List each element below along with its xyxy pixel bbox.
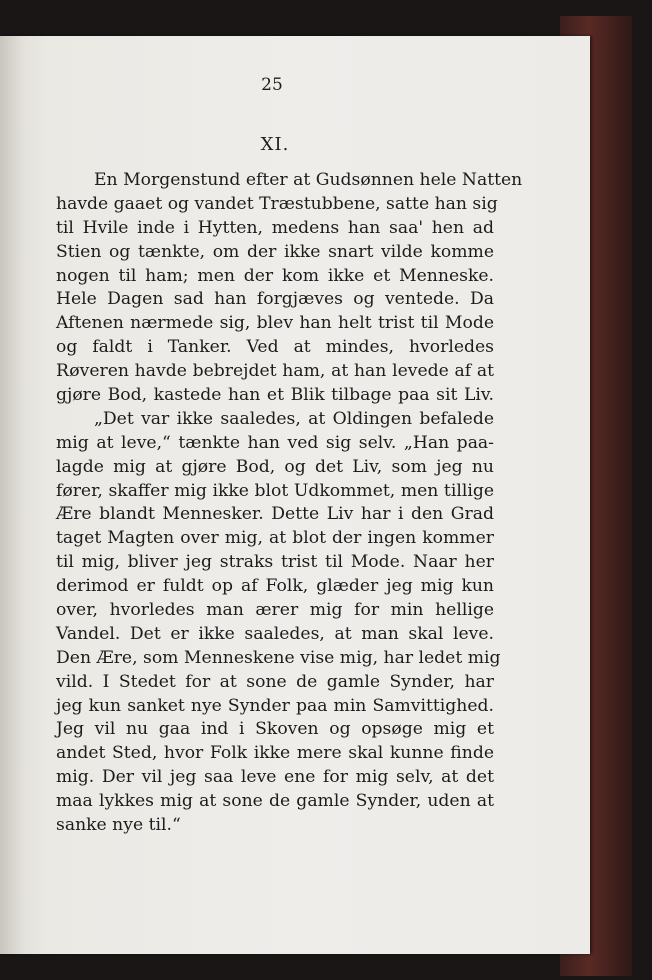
- text-line: jeg kun sanket nye Synder paa min Samvittighed.: [56, 695, 494, 716]
- text-line: andet Sted, hvor Folk ikke mere skal kunne finde: [56, 743, 494, 764]
- text-line: gjøre Bod, kastede han et Blik tilbage paa sit Liv.: [56, 385, 494, 406]
- text-line: fører, skaffer mig ikke blot Udkommet, men tillige: [56, 480, 494, 501]
- text-line: derimod er fuldt op af Folk, glæder jeg mig kun: [56, 576, 494, 597]
- text-line: til mig, bliver jeg straks trist til Mode. Naar her: [56, 552, 494, 573]
- text-line: Jeg vil nu gaa ind i Skoven og opsøge mig et: [56, 719, 494, 740]
- text-line: og faldt i Tanker. Ved at mindes, hvorledes: [56, 337, 494, 358]
- text-line: taget Magten over mig, at blot der ingen kommer: [56, 528, 494, 549]
- text-line: Den Ære, som Menneskene vise mig, har ledet mig: [56, 647, 501, 668]
- text-line: Vandel. Det er ikke saaledes, at man skal leve.: [56, 623, 494, 644]
- text-line: til Hvile inde i Hytten, medens han saa' hen ad: [56, 217, 494, 238]
- text-line: Røveren havde bebrejdet ham, at han levede af at: [56, 361, 494, 382]
- text-line: Aftenen nærmede sig, blev han helt trist til Mode: [56, 313, 494, 334]
- text-line: nogen til ham; men der kom ikke et Menneske.: [56, 265, 494, 286]
- text-line: Stien og tænkte, om der ikke snart vilde komme: [56, 241, 494, 262]
- text-line: mig at leve,“ tænkte han ved sig selv. „Han paa-: [56, 432, 494, 453]
- text-line: maa lykkes mig at sone de gamle Synder, uden at: [56, 791, 494, 812]
- text-line: En Morgenstund efter at Gudsønnen hele Natten: [94, 170, 523, 190]
- text-line: Hele Dagen sad han forgjæves og ventede. Da: [56, 289, 494, 310]
- body-text: [56, 169, 523, 838]
- page-gutter: [0, 36, 22, 954]
- text-line: „Det var ikke saaledes, at Oldingen befalede: [94, 408, 494, 429]
- text-line: vild. I Stedet for at sone de gamle Synder, har: [56, 671, 494, 692]
- text-line: havde gaaet og vandet Træstubbene, satte han sig: [56, 193, 498, 214]
- text-line: sanke nye til.“: [56, 815, 181, 836]
- chapter-heading: XI.: [260, 134, 290, 155]
- text-line: mig. Der vil jeg saa leve ene for mig selv, at det: [56, 767, 494, 788]
- text-line: lagde mig at gjøre Bod, og det Liv, som jeg nu: [56, 456, 494, 477]
- text-line: Ære blandt Mennesker. Dette Liv har i den Grad: [56, 504, 494, 525]
- text-line: over, hvorledes man ærer mig for min hellige: [56, 600, 494, 621]
- page-number: 25: [261, 75, 283, 95]
